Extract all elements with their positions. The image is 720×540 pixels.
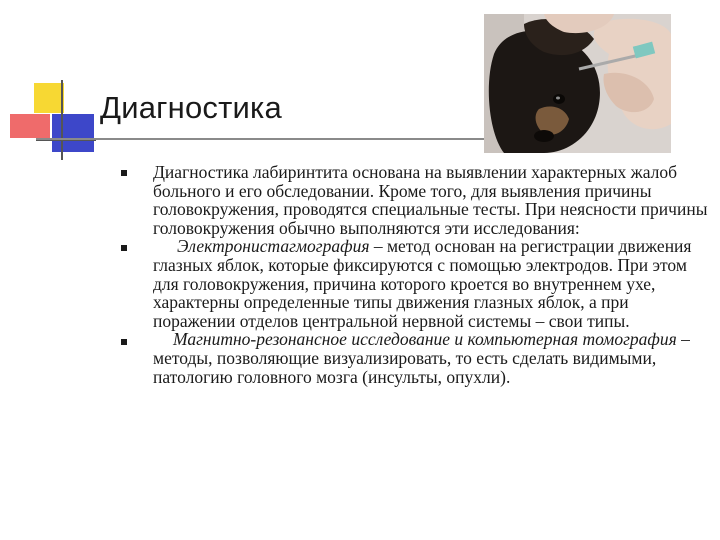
decor-red-block bbox=[10, 114, 50, 138]
page-title: Диагностика bbox=[100, 90, 282, 125]
item-text: – метод основан на регистрации движения глазных яблок, которые фиксируются с помощью электродов. При этом для головокружения, причина которого кроется во внутреннем ухе, характерны определенные типы движения глазных яблок, а при поражении отделов центральной нервной системы – свои типы. bbox=[153, 236, 692, 331]
bullet-icon bbox=[121, 339, 127, 345]
item-text: – методы, позволяющие визуализировать, то есть сделать видимыми, патологию головного мозга (инсульты, опухли). bbox=[153, 329, 690, 387]
list-item bbox=[120, 163, 710, 237]
list-item bbox=[120, 237, 710, 330]
bullet-icon bbox=[121, 170, 127, 176]
decor-blue-square bbox=[52, 114, 94, 152]
item-text: Диагностика лабиринтита основана на выявлении характерных жалоб больного и его обследовании. Кроме того, для выявления причины головокружения, проводятся специальные тесты. При неясности причины головокружения обычно выполняются эти исследования: bbox=[153, 162, 708, 238]
list-item bbox=[120, 330, 710, 386]
item-lead: Электронистагмография bbox=[177, 236, 370, 257]
dog-ear-exam-photo bbox=[484, 14, 671, 153]
item-lead: Магнитно-резонансное исследование и компьютерная томография bbox=[173, 329, 677, 350]
decor-short-line bbox=[36, 140, 96, 141]
bullet-icon bbox=[121, 245, 127, 251]
photo-illustration bbox=[484, 14, 671, 153]
decor-vertical-line bbox=[61, 80, 63, 160]
diagnostics-list bbox=[120, 163, 710, 386]
decor-yellow-square bbox=[34, 83, 64, 113]
